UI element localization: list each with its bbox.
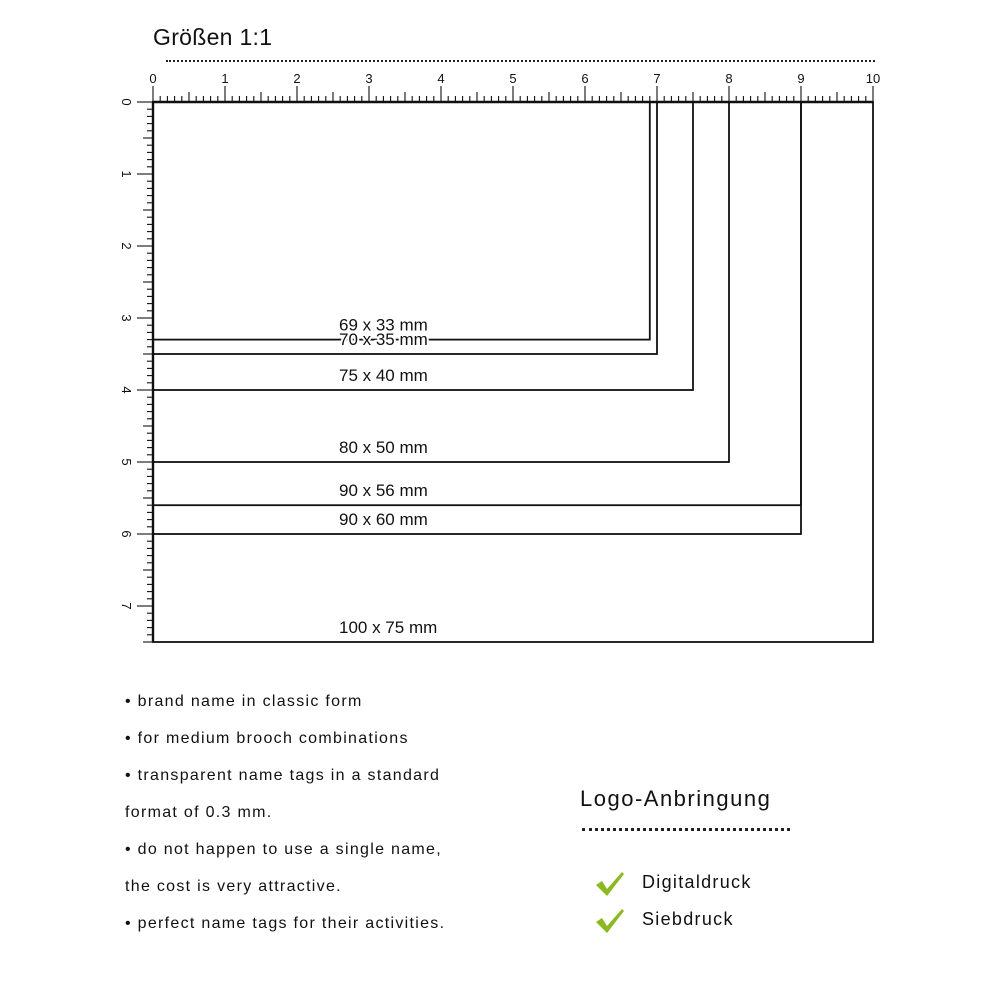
method-label: Siebdruck — [642, 909, 734, 929]
check-icon — [594, 907, 626, 935]
ruler-y-label: 1 — [119, 170, 134, 178]
ruler-y-label: 5 — [119, 458, 134, 466]
ruler-x-label: 0 — [149, 71, 157, 86]
size-outline — [153, 102, 650, 340]
logo-heading: Logo-Anbringung — [580, 786, 772, 811]
feature-line: • do not happen to use a single name, — [125, 841, 443, 858]
ruler-x-label: 8 — [725, 71, 733, 86]
feature-list — [125, 688, 555, 947]
ruler-y-label: 7 — [119, 602, 134, 610]
size-label: 75 x 40 mm — [339, 366, 428, 385]
feature-line: • for medium brooch combinations — [125, 730, 409, 747]
size-label: 90 x 56 mm — [339, 481, 428, 501]
feature-line: format of 0.3 mm. — [125, 804, 273, 821]
ruler-horizontal — [149, 71, 880, 102]
ruler-x-label: 3 — [365, 71, 373, 86]
size-label: 100 x 75 mm — [339, 618, 438, 637]
size-outline — [153, 102, 729, 462]
size-label: 69 x 33 mm — [339, 315, 428, 335]
feature-line: • perfect name tags for their activities. — [125, 915, 446, 932]
feature-line: • transparent name tags in a standard — [125, 767, 441, 784]
ruler-x-label: 7 — [653, 71, 661, 86]
ruler-vertical — [119, 98, 153, 642]
size-outline — [153, 102, 801, 534]
page-title: Größen 1:1 — [153, 24, 273, 50]
size-outline — [153, 102, 873, 642]
ruler-y-label: 3 — [119, 314, 134, 322]
size-outline — [153, 102, 801, 505]
size-label: 90 x 60 mm — [339, 510, 428, 529]
feature-line: the cost is very attractive. — [125, 878, 342, 895]
ruler-x-label: 1 — [221, 71, 229, 86]
ruler-y-label: 6 — [119, 530, 134, 538]
logo-dotted-rule — [582, 828, 790, 831]
ruler-x-label: 4 — [437, 71, 445, 86]
check-icon — [594, 870, 626, 898]
ruler-x-label: 9 — [797, 71, 805, 86]
size-rectangles — [153, 102, 873, 642]
size-label: 70 x 35 mm — [339, 330, 428, 349]
ruler-x-label: 5 — [509, 71, 517, 86]
ruler-y-label: 4 — [119, 386, 134, 394]
ruler-x-label: 2 — [293, 71, 301, 86]
ruler-y-label: 2 — [119, 242, 134, 250]
method-label: Digitaldruck — [642, 872, 752, 892]
feature-line: • brand name in classic form — [125, 693, 363, 710]
ruler-x-label: 6 — [581, 71, 589, 86]
ruler-y-label: 0 — [119, 98, 134, 106]
size-label: 80 x 50 mm — [339, 438, 428, 457]
ruler-x-label: 10 — [865, 71, 881, 86]
